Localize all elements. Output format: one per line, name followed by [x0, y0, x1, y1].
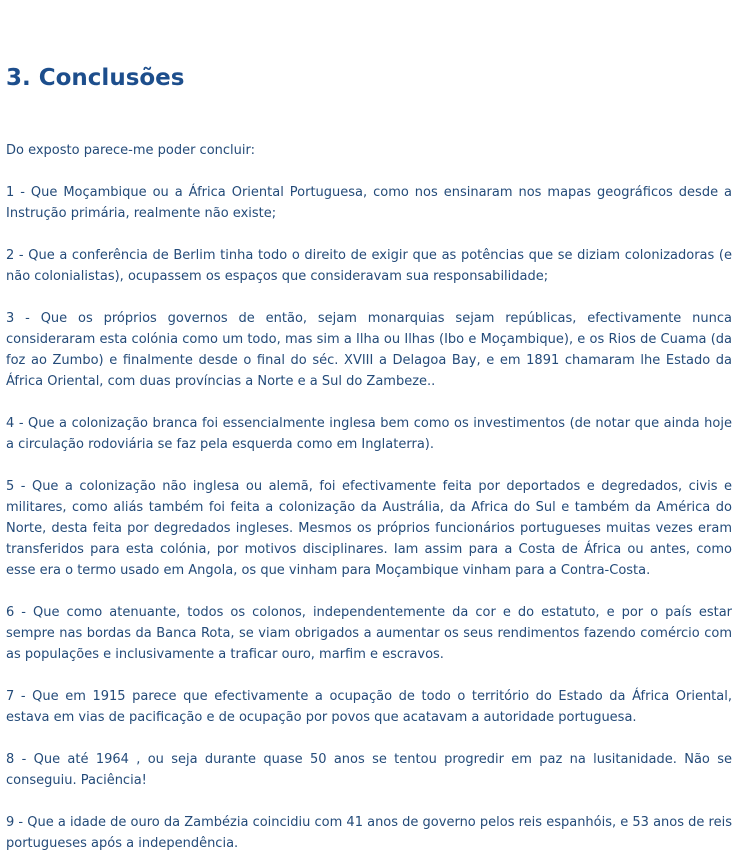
conclusion-item: 5 - Que a colonização não inglesa ou alemã, foi efectivamente feita por deportados e degredados, civis e militares, como aliás também foi feita a colonização da Austrália, da Africa do Sul e também da América do Norte, desta feita por degredados ingleses. Mesmos os próprios funcionários portugueses muitas vezes eram transferidos para esta colónia, por motivos disciplinares. Iam assim para a Costa de África ou antes, como esse era o termo usado em Angola, os que vinham para Moçambique vinham para a Contra-Costa.	[6, 479, 732, 578]
conclusion-item: 3 - Que os próprios governos de então, sejam monarquias sejam repúblicas, efectivamente nunca consideraram esta colónia como um todo, mas sim a Ilha ou Ilhas (Ibo e Moçambique), e os Rios de Cuama (da foz ao Zumbo) e finalmente desde o final do séc. XVIII a Delagoa Bay, e em 1891 chamaram lhe Estado da África Oriental, com duas províncias a Norte e a Sul do Zambeze..	[6, 311, 732, 389]
intro-paragraph: Do exposto parece-me poder concluir:	[6, 143, 256, 158]
conclusion-item: 1 - Que Moçambique ou a África Oriental Portuguesa, como nos ensinaram nos mapas geográficos desde a Instrução primária, realmente não existe;	[6, 185, 732, 221]
conclusion-item: 2 - Que a conferência de Berlim tinha todo o direito de exigir que as potências que se diziam colonizadoras (e não colonialistas), ocupassem os espaços que consideravam sua responsabilidade;	[6, 248, 732, 284]
conclusion-item: 9 - Que a idade de ouro da Zambézia coincidiu com 41 anos de governo pelos reis espanhóis, e 53 anos de reis portugueses após a independência.	[6, 815, 732, 851]
conclusion-item: 8 - Que até 1964 , ou seja durante quase 50 anos se tentou progredir em paz na lusitanidade. Não se conseguiu. Paciência!	[6, 752, 732, 788]
conclusions-body	[6, 140, 732, 854]
conclusion-item: 6 - Que como atenuante, todos os colonos, independentemente da cor e do estatuto, e por o país estar sempre nas bordas da Banca Rota, se viam obrigados a aumentar os seus rendimentos fazendo comércio com as populações e inclusivamente a traficar ouro, marfim e escravos.	[6, 605, 732, 662]
conclusion-item: 7 - Que em 1915 parece que efectivamente a ocupação de todo o território do Estado da África Oriental, estava em vias de pacificação e de ocupação por povos que acatavam a autoridade portuguesa.	[6, 689, 732, 725]
section-heading: 3. Conclusões	[6, 65, 185, 91]
conclusion-item: 4 - Que a colonização branca foi essencialmente inglesa bem como os investimentos (de notar que ainda hoje a circulação rodoviária se faz pela esquerda como em Inglaterra).	[6, 416, 732, 452]
